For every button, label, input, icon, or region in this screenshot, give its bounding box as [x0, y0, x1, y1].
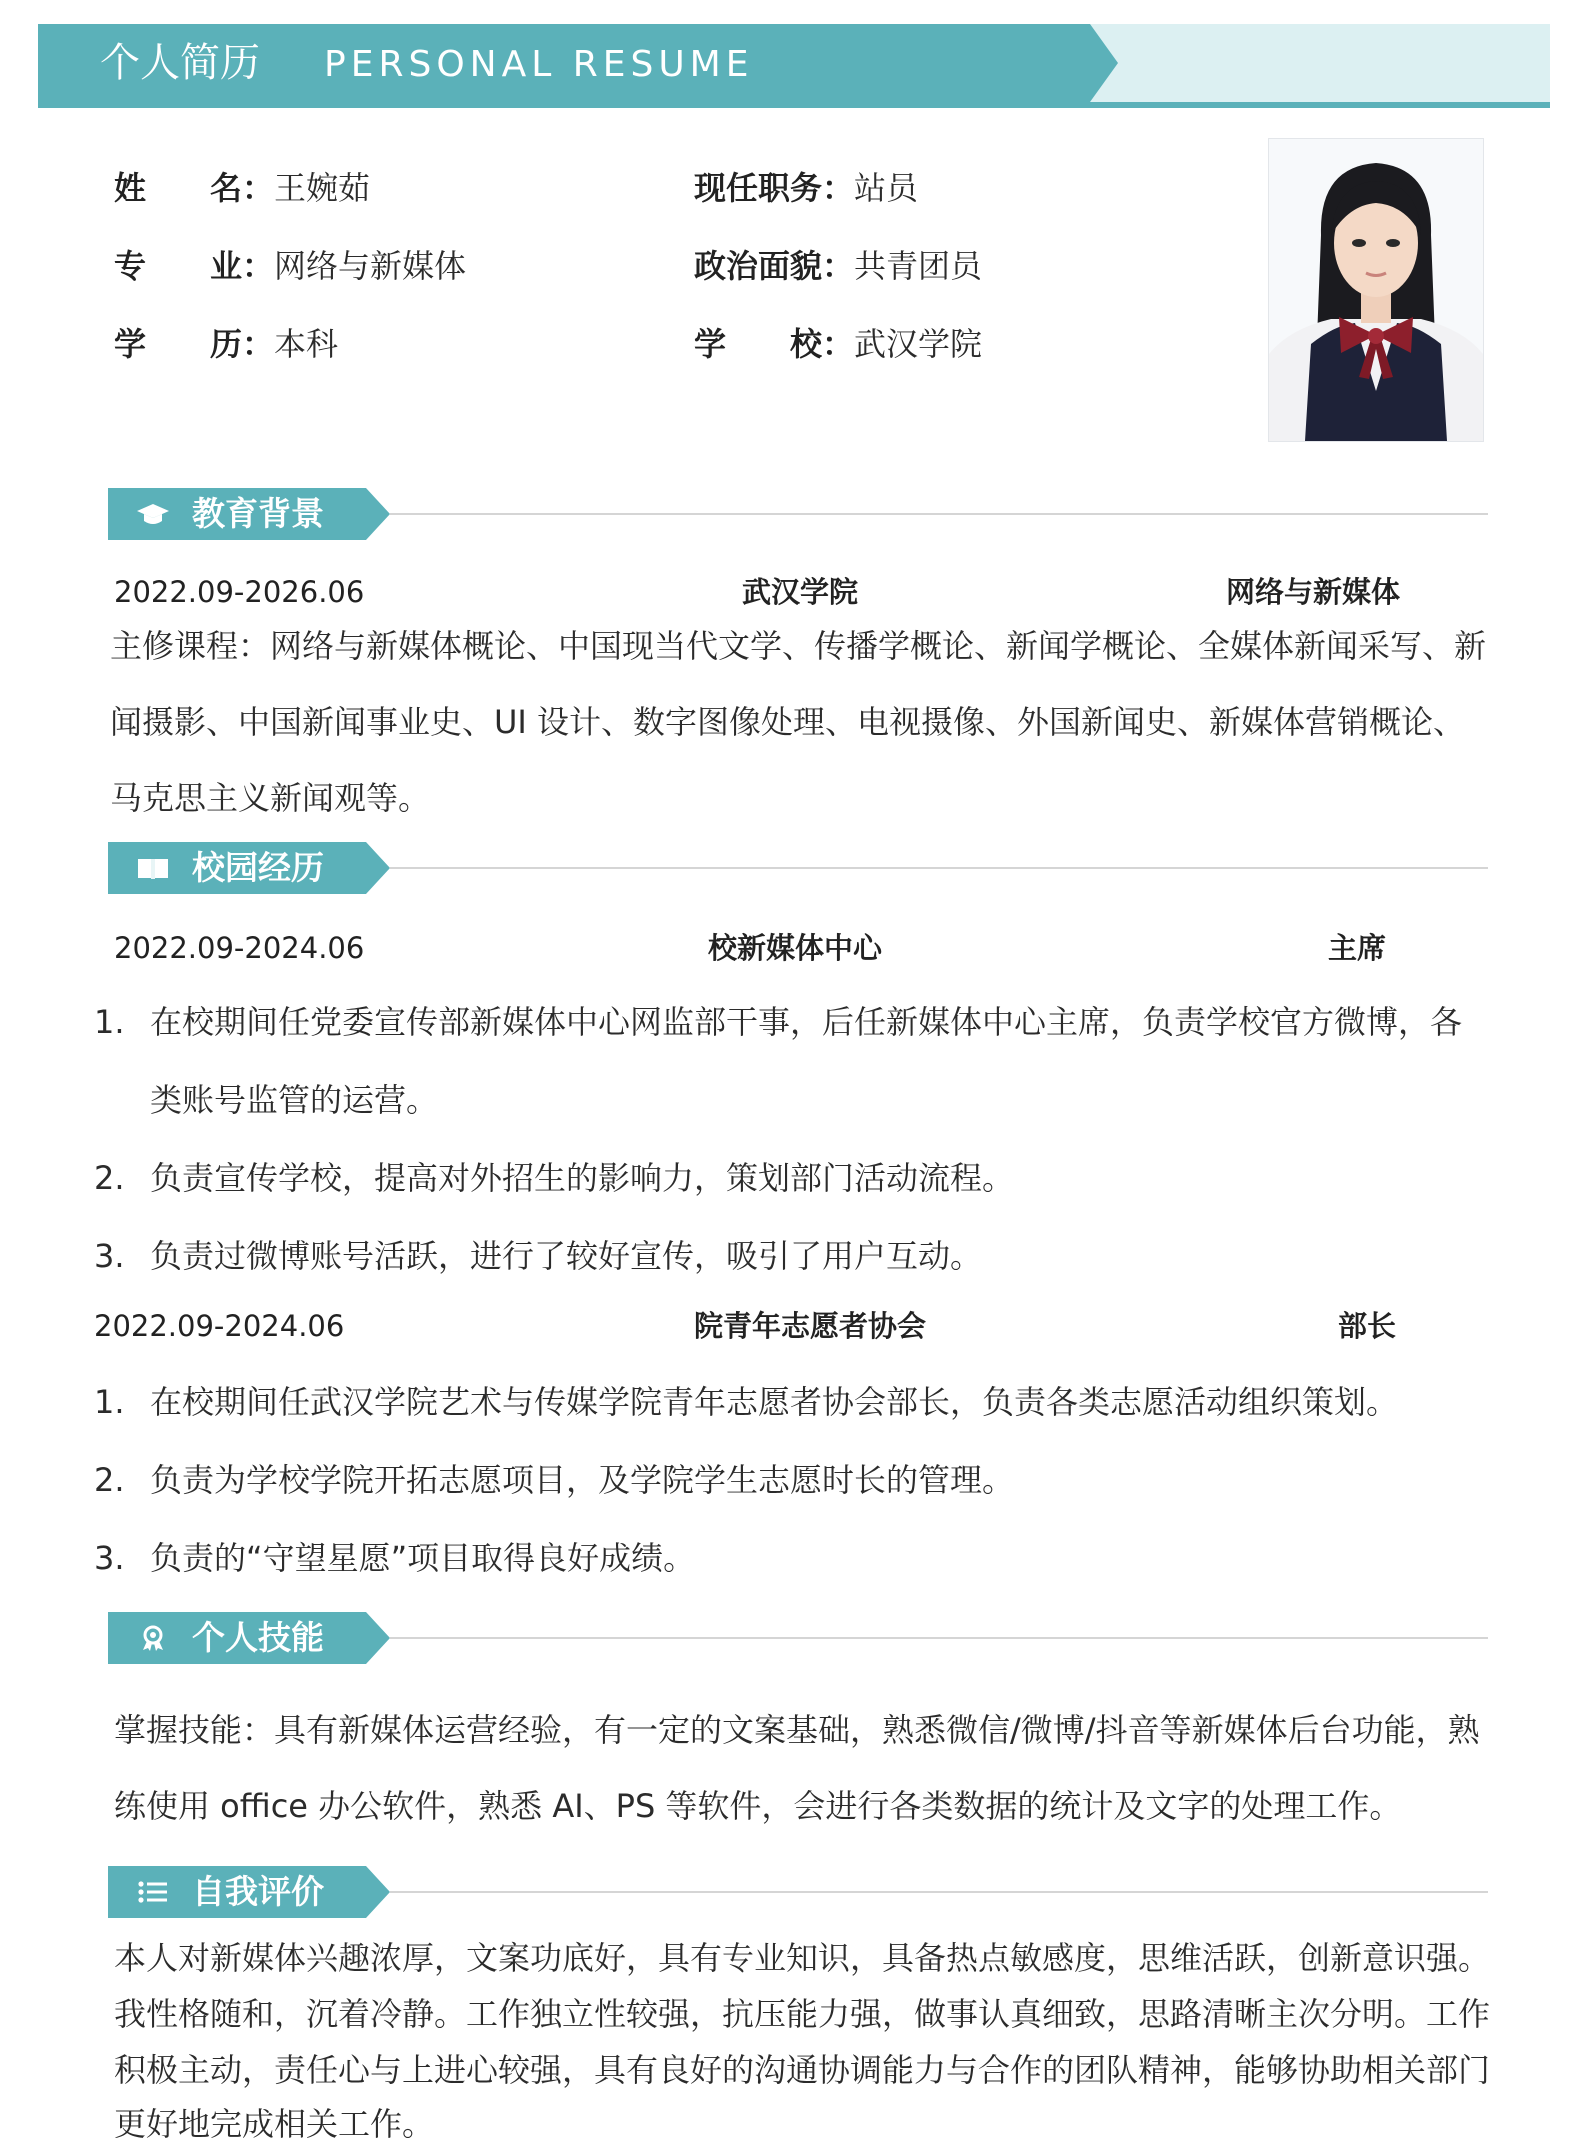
exp1-item-2 [94, 1158, 1494, 1198]
info-position-label: 现任职务： [694, 169, 855, 207]
section-self-eval-title: 自我评价 [192, 1872, 324, 1911]
self-eval-line-2: 我性格随和，沉着冷静。工作独立性较强，抗压能力强，做事认真细致，思路清晰主次分明。工作 [114, 1995, 1491, 2033]
info-school-label: 学 校： [694, 325, 855, 363]
list-number: 2. [94, 1159, 125, 1197]
section-campus-title: 校园经历 [192, 848, 324, 887]
section-campus-header [108, 842, 1488, 894]
portrait-illustration [1269, 139, 1483, 441]
exp1-role: 主席 [1328, 931, 1387, 965]
self-eval-line-1: 本人对新媒体兴趣浓厚，文案功底好，具有专业知识，具备热点敏感度，思维活跃，创新意识强。 [114, 1939, 1491, 1977]
edu-period: 2022.09-2026.06 [114, 575, 365, 609]
resume-title-en: PERSONAL RESUME [324, 44, 754, 85]
self-eval-line-4: 更好地完成相关工作。 [114, 2105, 435, 2143]
header-underline [38, 102, 1550, 108]
info-political-value: 共青团员 [854, 247, 983, 285]
edu-courses-line-2: 闻摄影、中国新闻事业史、UI 设计、数字图像处理、电视摄像、外国新闻史、新媒体营销概论、 [110, 703, 1466, 741]
edu-courses-line-1: 主修课程：网络与新媒体概论、中国现当代文学、传播学概论、新闻学概论、全媒体新闻采写、新 [110, 627, 1487, 665]
exp1-item-1-cont: 类账号监管的运营。 [150, 1081, 439, 1119]
graduation-cap-icon [136, 500, 170, 528]
info-name-label: 姓 名： [114, 169, 275, 207]
info-major [114, 246, 466, 286]
exp2-item-2 [94, 1460, 1494, 1500]
list-text: 负责宣传学校，提高对外招生的影响力，策划部门活动流程。 [150, 1159, 1015, 1197]
exp2-period: 2022.09-2024.06 [94, 1309, 345, 1343]
exp2-org: 院青年志愿者协会 [694, 1309, 927, 1343]
info-name [114, 168, 370, 208]
info-position [694, 168, 918, 208]
exp2-item-3 [94, 1538, 1494, 1578]
list-text: 负责过微博账号活跃，进行了较好宣传，吸引了用户互动。 [150, 1237, 983, 1275]
exp1-item-1 [94, 1002, 1494, 1042]
list-text: 负责为学校学院开拓志愿项目，及学院学生志愿时长的管理。 [150, 1461, 1015, 1499]
section-self-eval-header [108, 1866, 1488, 1918]
info-major-value: 网络与新媒体 [274, 247, 467, 285]
header-banner-light [1080, 24, 1550, 102]
info-political [694, 246, 982, 286]
exp1-period: 2022.09-2024.06 [114, 931, 365, 965]
info-name-value: 王婉茹 [274, 169, 371, 207]
section-skills-title: 个人技能 [192, 1618, 324, 1657]
list-text: 负责的“守望星愿”项目取得良好成绩。 [150, 1539, 696, 1577]
list-number: 1. [94, 1383, 125, 1421]
exp2-role: 部长 [1338, 1309, 1397, 1343]
info-school [694, 324, 982, 364]
info-major-label: 专 业： [114, 247, 275, 285]
section-rule [390, 1637, 1488, 1639]
section-rule [390, 1891, 1488, 1893]
list-text: 在校期间任武汉学院艺术与传媒学院青年志愿者协会部长，负责各类志愿活动组织策划。 [150, 1383, 1399, 1421]
list-icon [136, 1878, 170, 1906]
section-education-title: 教育背景 [192, 494, 324, 533]
exp2-item-1 [94, 1382, 1494, 1422]
exp1-item-3 [94, 1236, 1494, 1276]
list-number: 2. [94, 1461, 125, 1499]
section-rule [390, 867, 1488, 869]
self-eval-line-3: 积极主动，责任心与上进心较强，具有良好的沟通协调能力与合作的团队精神，能够协助相关部门 [114, 2051, 1491, 2089]
skills-line-2: 练使用 office 办公软件，熟悉 AI、PS 等软件，会进行各类数据的统计及文字的处理工作。 [114, 1787, 1402, 1825]
section-education-header [108, 488, 1488, 540]
edu-courses-line-3: 马克思主义新闻观等。 [110, 779, 431, 817]
list-number: 3. [94, 1539, 125, 1577]
edu-major: 网络与新媒体 [1226, 575, 1401, 609]
info-degree-label: 学 历： [114, 325, 275, 363]
exp1-org: 校新媒体中心 [708, 931, 883, 965]
award-badge-icon [136, 1624, 170, 1652]
edu-school: 武汉学院 [742, 575, 859, 609]
section-skills-header [108, 1612, 1488, 1664]
list-text: 在校期间任党委宣传部新媒体中心网监部干事，后任新媒体中心主席，负责学校官方微博，各 [150, 1003, 1463, 1041]
list-number: 3. [94, 1237, 125, 1275]
info-degree [114, 324, 338, 364]
info-political-label: 政治面貌： [694, 247, 855, 285]
section-rule [390, 513, 1488, 515]
info-degree-value: 本科 [274, 325, 339, 363]
info-school-value: 武汉学院 [854, 325, 983, 363]
info-position-value: 站员 [854, 169, 919, 207]
book-icon [136, 854, 170, 882]
profile-photo [1268, 138, 1484, 442]
resume-title-cn: 个人简历 [100, 40, 260, 86]
skills-line-1: 掌握技能：具有新媒体运营经验，有一定的文案基础，熟悉微信/微博/抖音等新媒体后台功能，熟 [114, 1711, 1480, 1749]
list-number: 1. [94, 1003, 125, 1041]
